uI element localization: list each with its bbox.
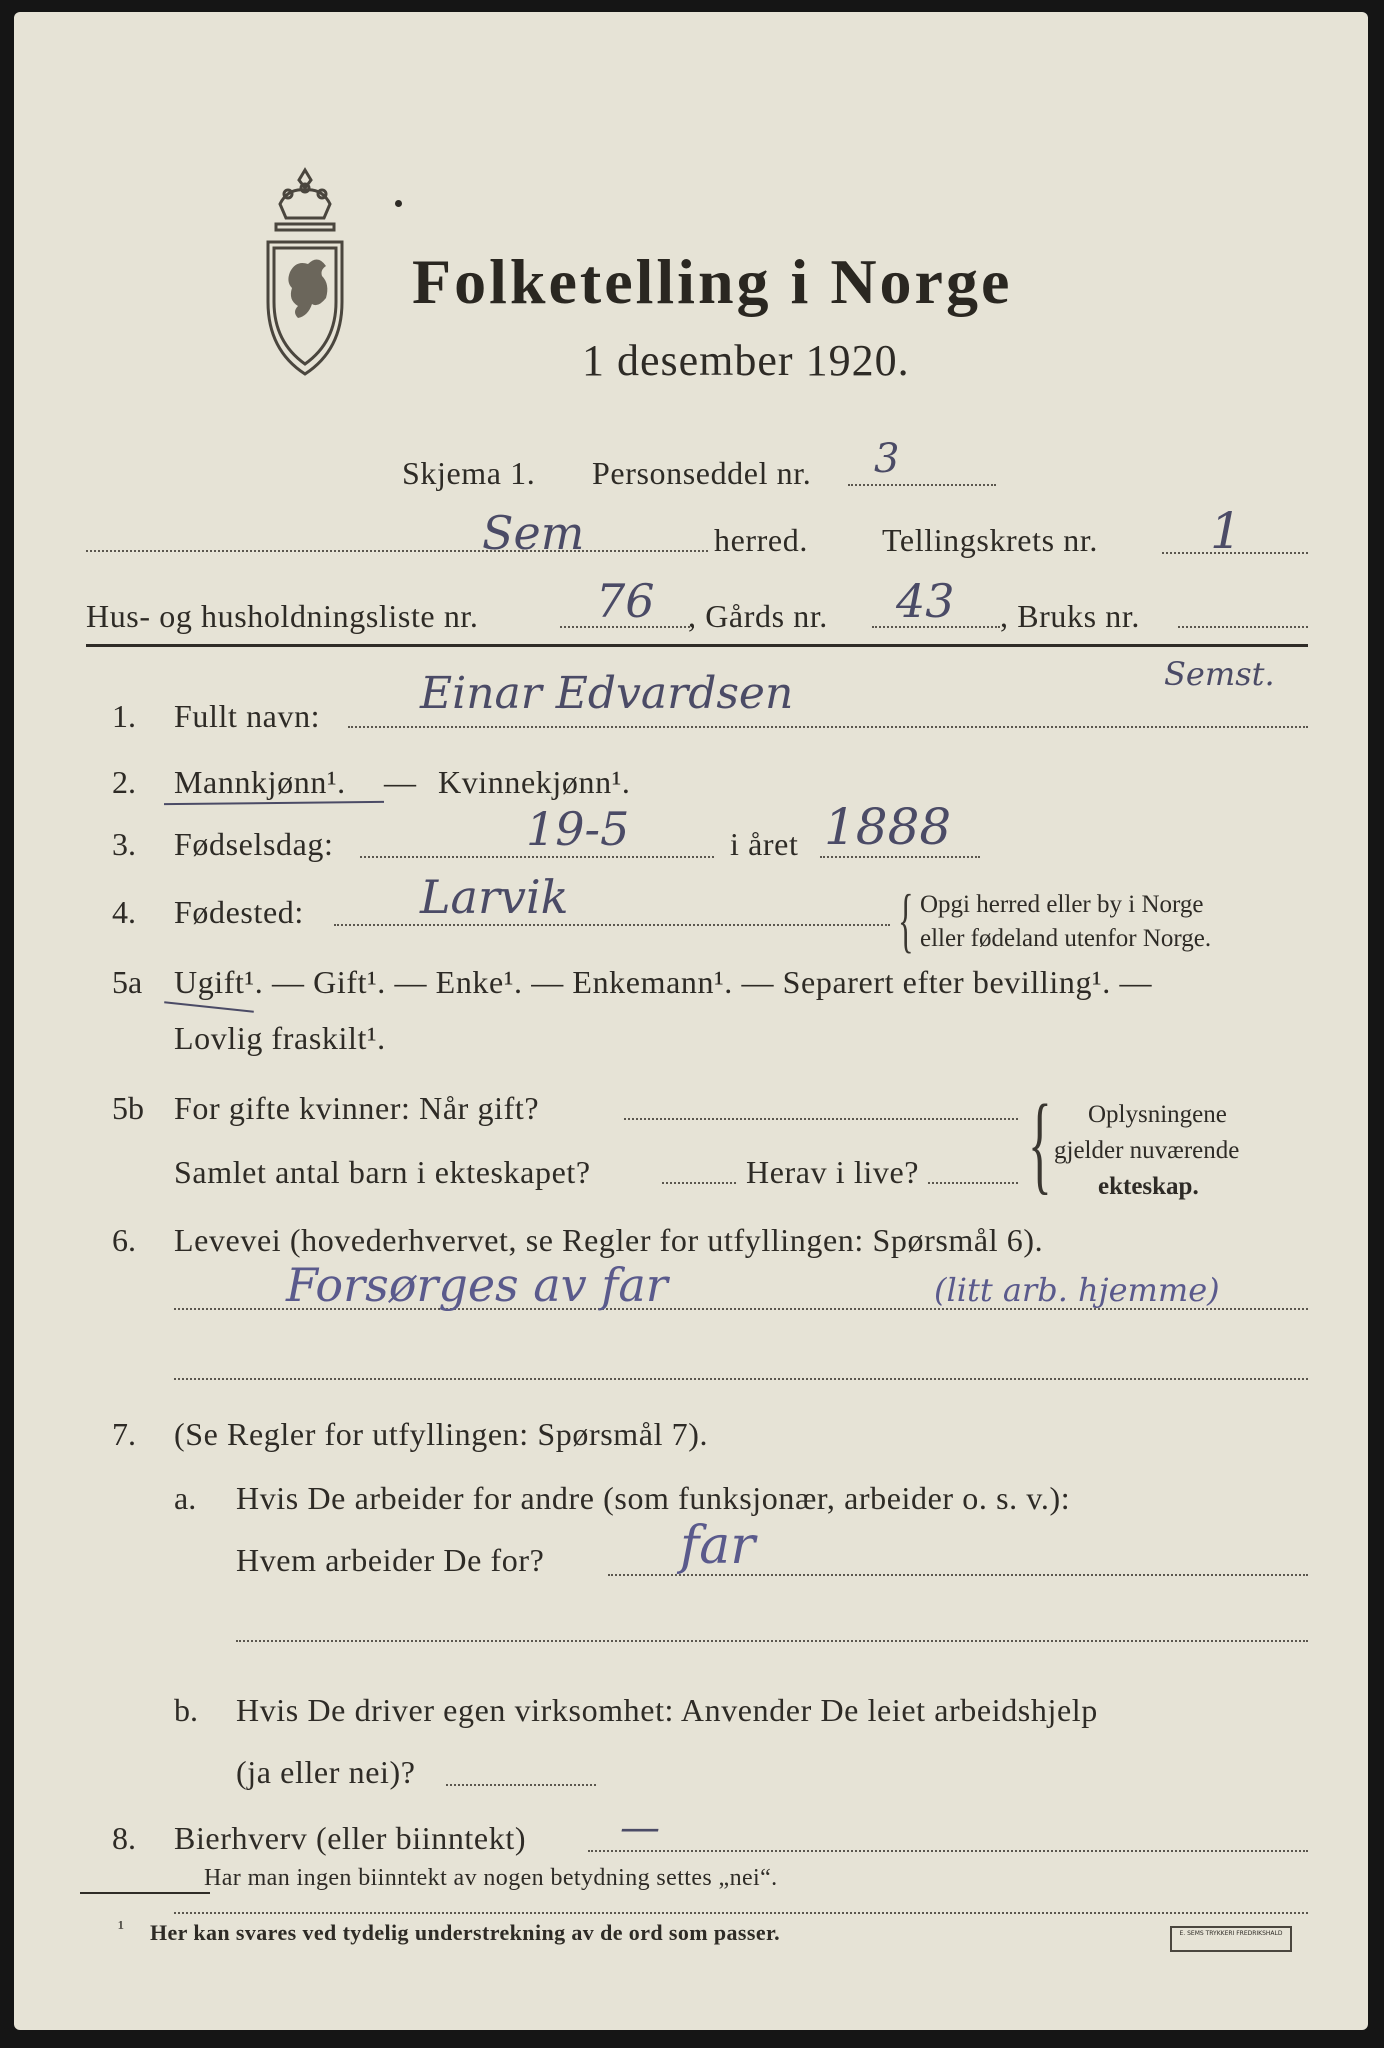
bruks-line <box>1178 626 1308 628</box>
q7-label: (Se Regler for utfyllingen: Spørsmål 7). <box>174 1416 709 1452</box>
occupation-value: Forsørges av far <box>286 1258 668 1312</box>
hus-value: 76 <box>596 574 655 628</box>
side-income-line <box>588 1850 1308 1852</box>
norwegian-coat-of-arms-icon <box>250 162 360 378</box>
married-when-label: For gifte kvinner: Når gift? <box>174 1090 540 1126</box>
tellingskrets-label: Tellingskrets nr. <box>882 522 1098 558</box>
bruks-label: , Bruks nr. <box>1000 598 1140 634</box>
birthplace-label: Fødested: <box>174 894 304 930</box>
gards-label: , Gårds nr. <box>688 598 828 634</box>
footnote-mark: ¹ <box>118 1917 124 1939</box>
birthyear-line <box>820 856 980 858</box>
hired-help-label: (ja eller nei)? <box>236 1754 416 1790</box>
sex-female-option: Kvinnekjønn¹. <box>438 764 631 800</box>
works-for-others-label: Hvis De arbeider for andre (som funksjonær, arbeider o. s. v.): <box>236 1480 1071 1516</box>
herred-value: Sem <box>482 506 585 560</box>
side-income-note: Har man ingen biinntekt av nogen betydning settes „nei“. <box>204 1865 778 1891</box>
q5a-number: 5a <box>112 964 143 1000</box>
personseddel-value: 3 <box>874 436 900 482</box>
full-name-label: Fullt navn: <box>174 698 321 734</box>
employer-line2 <box>236 1640 1308 1642</box>
side-income-label: Bierhverv (eller biinntekt) <box>174 1820 527 1856</box>
q7-number: 7. <box>112 1416 136 1452</box>
sex-male-option: Mannkjønn¹. <box>174 764 346 800</box>
birthyear-label: i året <box>730 826 799 862</box>
census-date: 1 desember 1920. <box>582 336 910 385</box>
full-name-note: Semst. <box>1164 655 1275 693</box>
children-alive-label: Herav i live? <box>746 1154 920 1190</box>
marriage-note-line2: gjelder nuværende <box>1054 1137 1240 1164</box>
children-total-label: Samlet antal barn i ekteskapet? <box>174 1154 591 1190</box>
sex-separator: — <box>384 764 417 800</box>
tellingskrets-value: 1 <box>1210 502 1242 560</box>
side-income-value: — <box>620 1805 660 1851</box>
header-divider <box>86 644 1308 647</box>
footnote-rule <box>80 1892 210 1894</box>
herred-line <box>86 550 708 552</box>
q7a-letter: a. <box>174 1480 197 1516</box>
children-alive-line <box>928 1182 1018 1184</box>
birthplace-note-line1: Opgi herred eller by i Norge <box>920 891 1204 918</box>
employer-value: far <box>680 1516 756 1576</box>
census-form-page <box>14 12 1368 2030</box>
q6-number: 6. <box>112 1222 136 1258</box>
birthplace-value: Larvik <box>420 870 569 924</box>
personseddel-label: Personseddel nr. <box>592 455 812 491</box>
children-total-line <box>662 1182 736 1184</box>
printer-stamp-text: E. SEMS TRYKKERI FREDRIKSHALD <box>1179 1930 1283 1937</box>
birthplace-note-brace: { <box>898 880 914 960</box>
birthdate-label: Fødselsdag: <box>174 826 334 862</box>
employer-label: Hvem arbeider De for? <box>236 1542 545 1578</box>
marriage-note-brace: { <box>1028 1082 1052 1204</box>
herred-label: herred. <box>714 522 808 558</box>
form-title: Folketelling i Norge <box>412 246 1013 317</box>
schema-number: Skjema 1. <box>402 455 536 491</box>
footnote-text: Her kan svares ved tydelig understrekning av de ord som passer. <box>150 1920 781 1945</box>
birthplace-note-line2: eller fødeland utenfor Norge. <box>920 925 1212 952</box>
hired-help-line <box>446 1784 596 1786</box>
q7b-letter: b. <box>174 1692 198 1728</box>
gards-value: 43 <box>896 574 955 628</box>
personseddel-line <box>848 484 996 486</box>
occupation-label: Levevei (hovederhvervet, se Regler for utfyllingen: Spørsmål 6). <box>174 1222 1044 1258</box>
side-income-line2 <box>174 1912 1308 1914</box>
occupation-line2 <box>174 1378 1308 1380</box>
marital-ugift-mark <box>164 1001 254 1012</box>
q5b-number: 5b <box>112 1090 144 1126</box>
occupation-value-note: (litt arb. hjemme) <box>934 1271 1220 1309</box>
full-name-value: Einar Edvardsen <box>420 668 794 719</box>
q8-number: 8. <box>112 1820 136 1856</box>
q3-number: 3. <box>112 826 136 862</box>
marital-status-options: Ugift¹. — Gift¹. — Enke¹. — Enkemann¹. — Separert efter bevilling¹. — <box>174 964 1153 1000</box>
ink-dot <box>395 200 402 207</box>
full-name-line <box>348 726 1308 728</box>
married-when-line <box>624 1118 1018 1120</box>
own-business-label: Hvis De driver egen virksomhet: Anvender De leiet arbeidshjelp <box>236 1692 1098 1728</box>
birthdate-value: 19-5 <box>526 802 630 856</box>
marriage-note-line1: Oplysningene <box>1088 1101 1227 1128</box>
marriage-note-line3: ekteskap. <box>1098 1173 1199 1200</box>
marital-status-divorced: Lovlig fraskilt¹. <box>174 1020 386 1056</box>
birthdate-line <box>360 856 714 858</box>
q4-number: 4. <box>112 894 136 930</box>
q1-number: 1. <box>112 698 136 734</box>
sex-male-underline <box>164 801 384 805</box>
printer-stamp <box>1170 1926 1292 1952</box>
q2-number: 2. <box>112 764 136 800</box>
birthplace-line <box>334 924 890 926</box>
hus-label: Hus- og husholdningsliste nr. <box>86 598 479 634</box>
birthyear-value: 1888 <box>824 798 952 856</box>
